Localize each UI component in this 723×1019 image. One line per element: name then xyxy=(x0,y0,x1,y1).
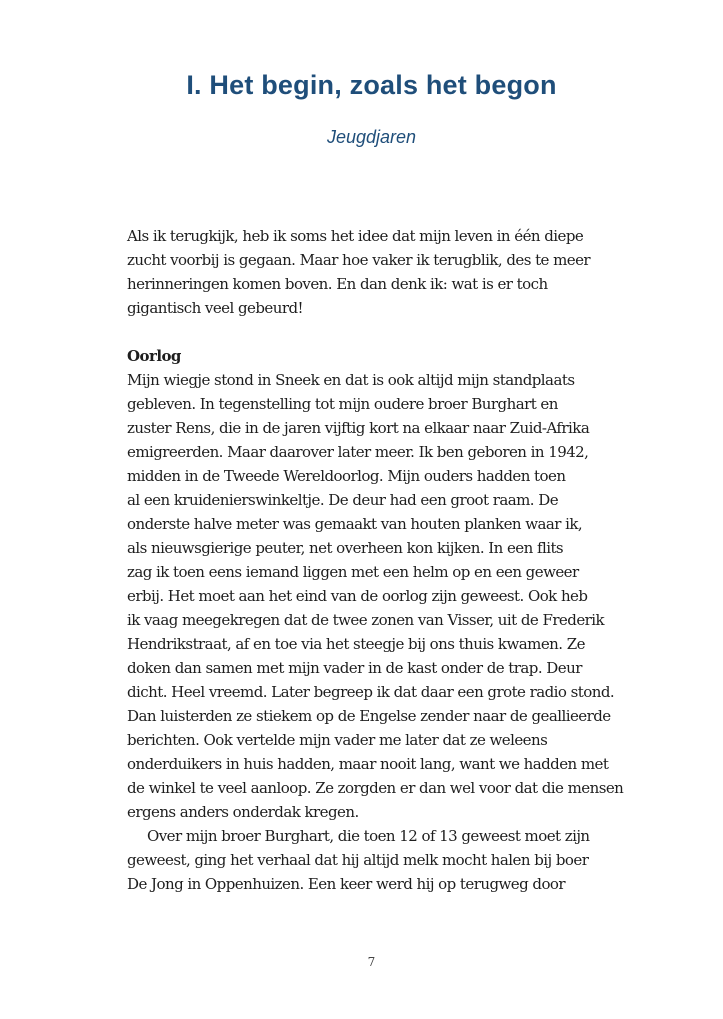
text-line: ik vaag meegekregen dat de twee zonen van Visser, uit de Frederik xyxy=(127,611,605,629)
text-line: berichten. Ook vertelde mijn vader me later dat ze weleens xyxy=(127,731,548,749)
text-line: Dan luisterden ze stiekem op de Engelse zender naar de geallieerde xyxy=(127,707,611,725)
text-line: erbij. Het moet aan het eind van de oorlog zijn geweest. Ook heb xyxy=(127,587,588,605)
text-line: Over mijn broer Burghart, die toen 12 of 13 geweest moet zijn xyxy=(147,827,590,845)
section-oorlog xyxy=(127,344,627,896)
text-line: dicht. Heel vreemd. Later begreep ik dat daar een grote radio stond. xyxy=(127,683,615,701)
text-line: geweest, ging het verhaal dat hij altijd melk mocht halen bij boer xyxy=(127,851,589,869)
text-line: ergens anders onderdak kregen. xyxy=(127,803,359,821)
text-line: onderduikers in huis hadden, maar nooit lang, want we hadden met xyxy=(127,755,609,773)
text-line: als nieuwsgierige peuter, net overheen kon kijken. In een flits xyxy=(127,539,564,557)
text-line: zuster Rens, die in de jaren vijftig kort na elkaar naar Zuid-Afrika xyxy=(127,419,590,437)
text-line: de winkel te veel aanloop. Ze zorgden er dan wel voor dat die mensen xyxy=(127,779,624,797)
text-line: doken dan samen met mijn vader in de kast onder de trap. Deur xyxy=(127,659,582,677)
chapter-subtitle: Jeugdjaren xyxy=(326,127,417,147)
text-line: zag ik toen eens iemand liggen met een helm op en een geweer xyxy=(127,563,579,581)
text-line: Als ik terugkijk, heb ik soms het idee dat mijn leven in één diepe xyxy=(127,227,584,245)
text-line: al een kruidenierswinkeltje. De deur had een groot raam. De xyxy=(127,491,559,509)
text-line: herinneringen komen boven. En dan denk ik: wat is er toch xyxy=(127,275,548,293)
intro-paragraph xyxy=(127,224,627,320)
text-line: Mijn wiegje stond in Sneek en dat is ook altijd mijn standplaats xyxy=(127,371,575,389)
chapter-title: I. Het begin, zoals het begon xyxy=(186,70,557,100)
text-line: gebleven. In tegenstelling tot mijn oudere broer Burghart en xyxy=(127,395,558,413)
text-line: gigantisch veel gebeurd! xyxy=(127,299,303,317)
page-number: 7 xyxy=(367,955,376,969)
text-line: zucht voorbij is gegaan. Maar hoe vaker ik terugblik, des te meer xyxy=(127,251,591,269)
text-line: De Jong in Oppenhuizen. Een keer werd hij op terugweg door xyxy=(127,875,566,893)
text-line: onderste halve meter was gemaakt van houten planken waar ik, xyxy=(127,515,583,533)
text-line: Hendrikstraat, af en toe via het steegje bij ons thuis kwamen. Ze xyxy=(127,635,585,653)
text-line: midden in de Tweede Wereldoorlog. Mijn ouders hadden toen xyxy=(127,467,566,485)
section-heading: Oorlog xyxy=(127,347,181,365)
text-line: emigreerden. Maar daarover later meer. Ik ben geboren in 1942, xyxy=(127,443,589,461)
